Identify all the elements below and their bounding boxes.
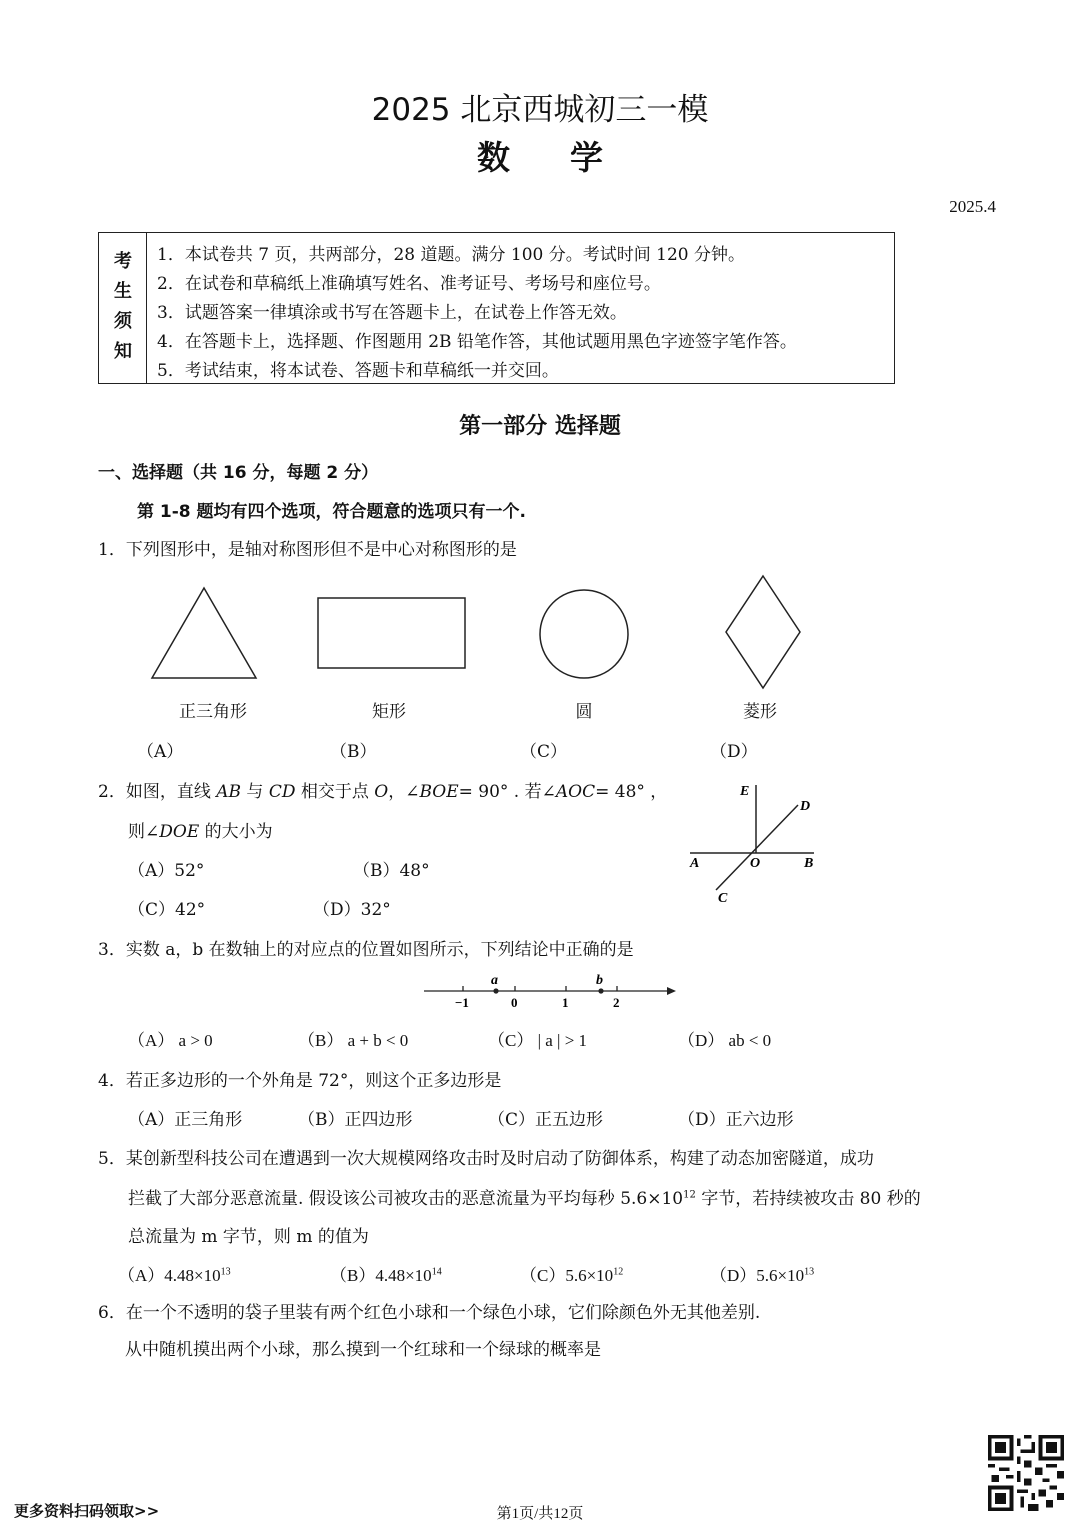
option-label: （C） | a | > 1 <box>488 1031 588 1050</box>
option-label: （C） <box>520 742 568 762</box>
part-instruction: 第 1-8 题均有四个选项，符合题意的选项只有一个. <box>137 502 527 522</box>
option-label: （C）42° <box>128 900 206 920</box>
option-label: （A） a > 0 <box>128 1031 213 1050</box>
line-cd <box>716 805 798 890</box>
point-label: a <box>491 973 498 988</box>
option-label: （D） ab < 0 <box>678 1031 772 1050</box>
shape-label: 矩形 <box>372 702 406 722</box>
point-b <box>598 988 603 993</box>
option-label: （A） <box>137 742 184 762</box>
rectangle-shape <box>318 598 465 668</box>
option-label: （B）48° <box>353 861 430 881</box>
option-label: （D）32° <box>313 900 391 920</box>
number-line <box>420 968 690 1014</box>
equilateral-triangle-shape <box>152 588 256 678</box>
label-e: E <box>740 784 750 799</box>
qr-code-icon[interactable] <box>988 1435 1064 1511</box>
point-a <box>493 988 498 993</box>
exam-title: 2025 北京西城初三一模 <box>371 92 709 128</box>
part-heading: 一、选择题（共 16 分，每题 2 分） <box>98 463 379 483</box>
question-4-stem: 4．若正多边形的一个外角是 72°，则这个正多边形是 <box>98 1071 502 1091</box>
notice-item: 1．本试卷共 7 页，共两部分，28 道题。满分 100 分。考试时间 120 分钟。 <box>157 245 745 265</box>
subject-title: 数学 <box>477 138 663 177</box>
option-label: （B） a + b < 0 <box>298 1031 409 1050</box>
option-label: $(A)4.48\times 10^{13}$ <box>118 1266 231 1285</box>
notice-heading-char: 须 <box>114 311 132 332</box>
label-d: D <box>800 799 811 814</box>
question-2-stem: 2．如图，直线 AB 与 CD 相交于点 O，∠BOE= 90° . 若∠AOC= 48° ， <box>98 782 668 802</box>
exam-date: 2025.4 <box>949 197 996 216</box>
notice-box <box>98 232 895 384</box>
notice-item: 4．在答题卡上，选择题、作图题用 2B 铅笔作答，其他试题用黑色字迹签字笔作答。 <box>157 332 797 352</box>
arrow-icon <box>667 987 676 995</box>
question-2-stem-line2: 则∠DOE 的大小为 <box>128 822 273 842</box>
option-label: （B） <box>330 742 377 762</box>
shape-label: 正三角形 <box>179 702 247 722</box>
question-6-line1: 6．在一个不透明的袋子里装有两个红色小球和一个绿色小球，它们除颜色外无其他差别. <box>98 1303 761 1323</box>
label-b: B <box>804 856 814 871</box>
option-label: $(C)5.6\times 10^{12}$ <box>520 1266 624 1285</box>
option-label: （D）正六边形 <box>678 1110 794 1130</box>
tick-label: 2 <box>613 995 620 1010</box>
question-1-stem: 1．下列图形中，是轴对称图形但不是中心对称图形的是 <box>98 540 517 560</box>
tick-label: 1 <box>562 995 569 1010</box>
page-number: 第1页/共12页 <box>496 1506 584 1522</box>
notice-heading-char: 生 <box>114 281 132 302</box>
notice-item: 2．在试卷和草稿纸上准确填写姓名、准考证号、考场号和座位号。 <box>157 274 661 294</box>
option-label: （A）正三角形 <box>128 1110 243 1130</box>
notice-item: 3．试题答案一律填涂或书写在答题卡上，在试卷上作答无效。 <box>157 303 627 323</box>
option-label: （D） <box>710 742 758 762</box>
question-6-line2: 从中随机摸出两个小球，那么摸到一个红球和一个绿球的概率是 <box>125 1340 601 1360</box>
shape-label: 圆 <box>575 702 593 722</box>
circle-shape <box>540 590 628 678</box>
option-label: （C）正五边形 <box>488 1110 604 1130</box>
tick-label: −1 <box>455 995 469 1010</box>
rhombus-shape <box>726 576 800 688</box>
option-label: （B）正四边形 <box>298 1110 413 1130</box>
question-5-line3: 总流量为 m 字节，则 m 的值为 <box>128 1227 369 1247</box>
label-a: A <box>690 856 700 871</box>
tick-label: 0 <box>511 995 518 1010</box>
question-5-line2: 拦截了大部分恶意流量. 假设该公司被攻击的恶意流量为平均每秒 $5.6\times 10^{12}$ 字节，若持续被攻击 80 秒的 <box>128 1189 921 1209</box>
question-5-line1: 5．某创新型科技公司在遭遇到一次大规模网络攻击时及时启动了防御体系，构建了动态加密隧道，成功 <box>98 1149 874 1169</box>
shape-label: 菱形 <box>743 702 777 722</box>
notice-item: 5．考试结束，将本试卷、答题卡和草稿纸一并交回。 <box>157 361 559 381</box>
notice-heading-char: 知 <box>114 341 132 362</box>
question-1-shapes <box>140 570 830 700</box>
question-2-figure <box>686 775 826 910</box>
notice-heading-char: 考 <box>114 251 132 272</box>
option-label: （A）52° <box>128 861 205 881</box>
label-c: C <box>718 891 728 906</box>
point-label: b <box>596 973 603 988</box>
scan-for-more-link[interactable]: 更多资料扫码领取>> <box>14 1502 160 1520</box>
notice-heading <box>99 233 147 383</box>
section-title: 第一部分 选择题 <box>459 414 621 439</box>
question-3-stem: 3．实数 a，b 在数轴上的对应点的位置如图所示，下列结论中正确的是 <box>98 940 634 960</box>
option-label: $(D)5.6\times 10^{13}$ <box>710 1266 815 1285</box>
option-label: $(B)4.48\times 10^{14}$ <box>330 1266 442 1285</box>
label-o: O <box>750 856 761 871</box>
